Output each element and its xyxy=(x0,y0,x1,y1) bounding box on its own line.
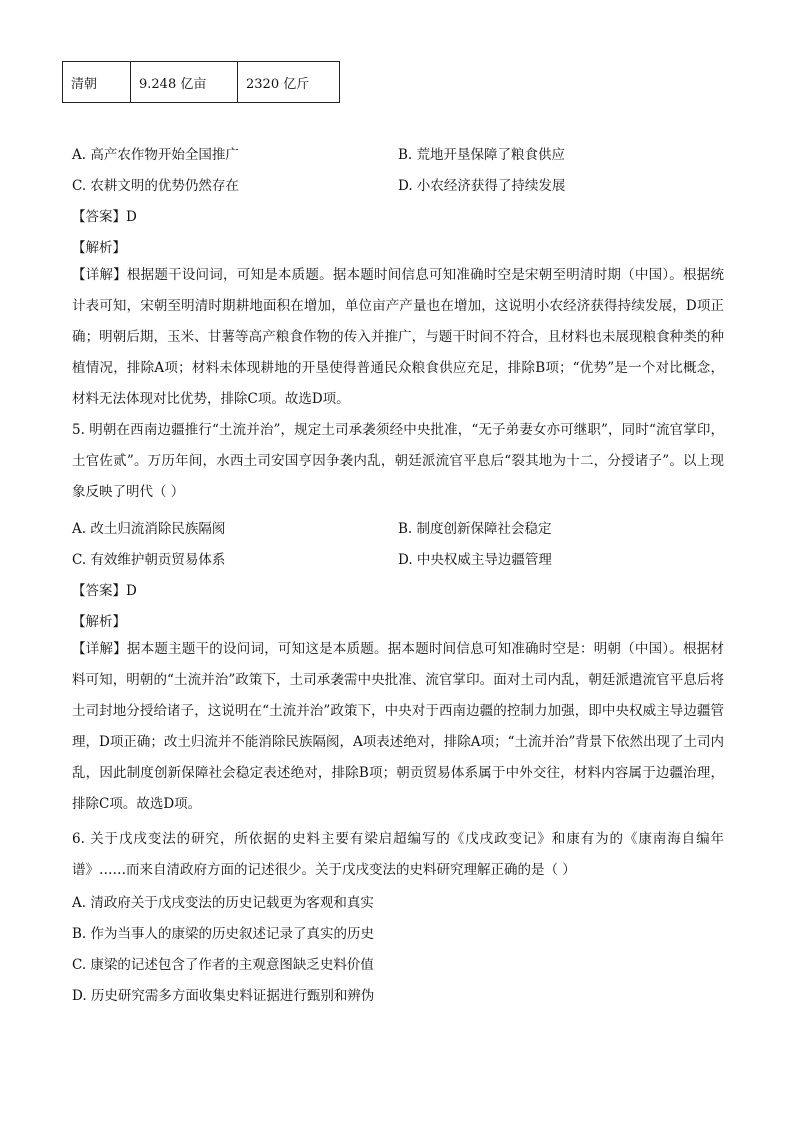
q4-option-a: A. 高产农作物开始全国推广 xyxy=(72,147,239,163)
q4-option-c: C. 农耕文明的优势仍然存在 xyxy=(72,178,239,194)
q5-answer: 【答案】D xyxy=(72,583,137,599)
q5-detail: 【详解】据本题主题干的设问词，可知这是本质题。据本题时间信息可知准确时空是：明朝（中国）。根据材料可知，明朝的“土流并治”政策下，土司承袭需中央批准、流官掌印。面对土司内乱，朝廷派遣流官平息后将土司封地分授给诸子，这说明在“土流并治”政策下，中央对于西南边疆的控制力加强，即中央权威主导边疆管理，D项正确；改土归流并不能消除民族隔阂，A项表述绝对，排除A项；“土流并治”背景下依然出现了土司内乱，因此制度创新保障社会稳定表述绝对，排除B项；朝贡贸易体系属于中外交往，材料内容属于边疆治理，排除C项。故选D项。 xyxy=(72,641,724,812)
q6-option-d: D. 历史研究需多方面收集史料证据进行甄别和辨伪 xyxy=(72,988,375,1004)
q4-option-d: D. 小农经济获得了持续发展 xyxy=(398,178,566,194)
table-cell-farmland-area: 9.248 亿亩 xyxy=(131,62,238,103)
q5-option-a: A. 改土归流消除民族隔阂 xyxy=(72,521,226,537)
q6-stem: 6. 关于戊戌变法的研究，所依据的史料主要有梁启超编写的《戊戌政变记》和康有为的《康南海自编年谱》……而来自清政府方面的记述很少。关于戊戌变法的史料研究理解正确的是（ ） xyxy=(72,831,724,878)
table-cell-dynasty: 清朝 xyxy=(63,62,131,103)
q4-detail: 【详解】根据题干设问词，可知是本质题。据本题时间信息可知准确时空是宋朝至明清时期（中国）。根据统计表可知，宋朝至明清时期耕地面积在增加，单位亩产产量也在增加，这说明小农经济获得持续发展，D项正确；明朝后期，玉米、甘薯等高产粮食作物的传入并推广，与题干时间不符合，且材料也未展现粮食种类的种植情况，排除A项；材料未体现耕地的开垦使得普通民众粮食供应充足，排除B项；“优势”是一个对比概念，材料无法体现对比优势，排除C项。故选D项。 xyxy=(72,267,724,407)
table-row xyxy=(63,62,340,103)
q4-answer: 【答案】D xyxy=(72,209,137,225)
statistics-table xyxy=(62,61,340,103)
q5-option-d: D. 中央权威主导边疆管理 xyxy=(398,552,552,568)
q5-option-b: B. 制度创新保障社会稳定 xyxy=(398,521,552,537)
q5-stem: 5. 明朝在西南边疆推行“土流并治”，规定土司承袭须经中央批准，“无子弟妻女亦可继职”，同时“流官掌印，土官佐贰”。万历年间，水西土司安国亨因争袭内乱，朝廷派流官平息后“裂其地为十二，分授诸子”。以上现象反映了明代（ ） xyxy=(72,422,724,500)
q4-analysis-label: 【解析】 xyxy=(72,240,126,256)
table-cell-grain-output: 2320 亿斤 xyxy=(238,62,340,103)
q6-option-b: B. 作为当事人的康梁的历史叙述记录了真实的历史 xyxy=(72,926,375,942)
q6-option-a: A. 清政府关于戊戌变法的历史记载更为客观和真实 xyxy=(72,895,374,911)
q5-option-c: C. 有效维护朝贡贸易体系 xyxy=(72,552,226,568)
q5-analysis-label: 【解析】 xyxy=(72,614,126,630)
q4-option-b: B. 荒地开垦保障了粮食供应 xyxy=(398,147,566,163)
q6-option-c: C. 康梁的记述包含了作者的主观意图缺乏史料价值 xyxy=(72,957,374,973)
